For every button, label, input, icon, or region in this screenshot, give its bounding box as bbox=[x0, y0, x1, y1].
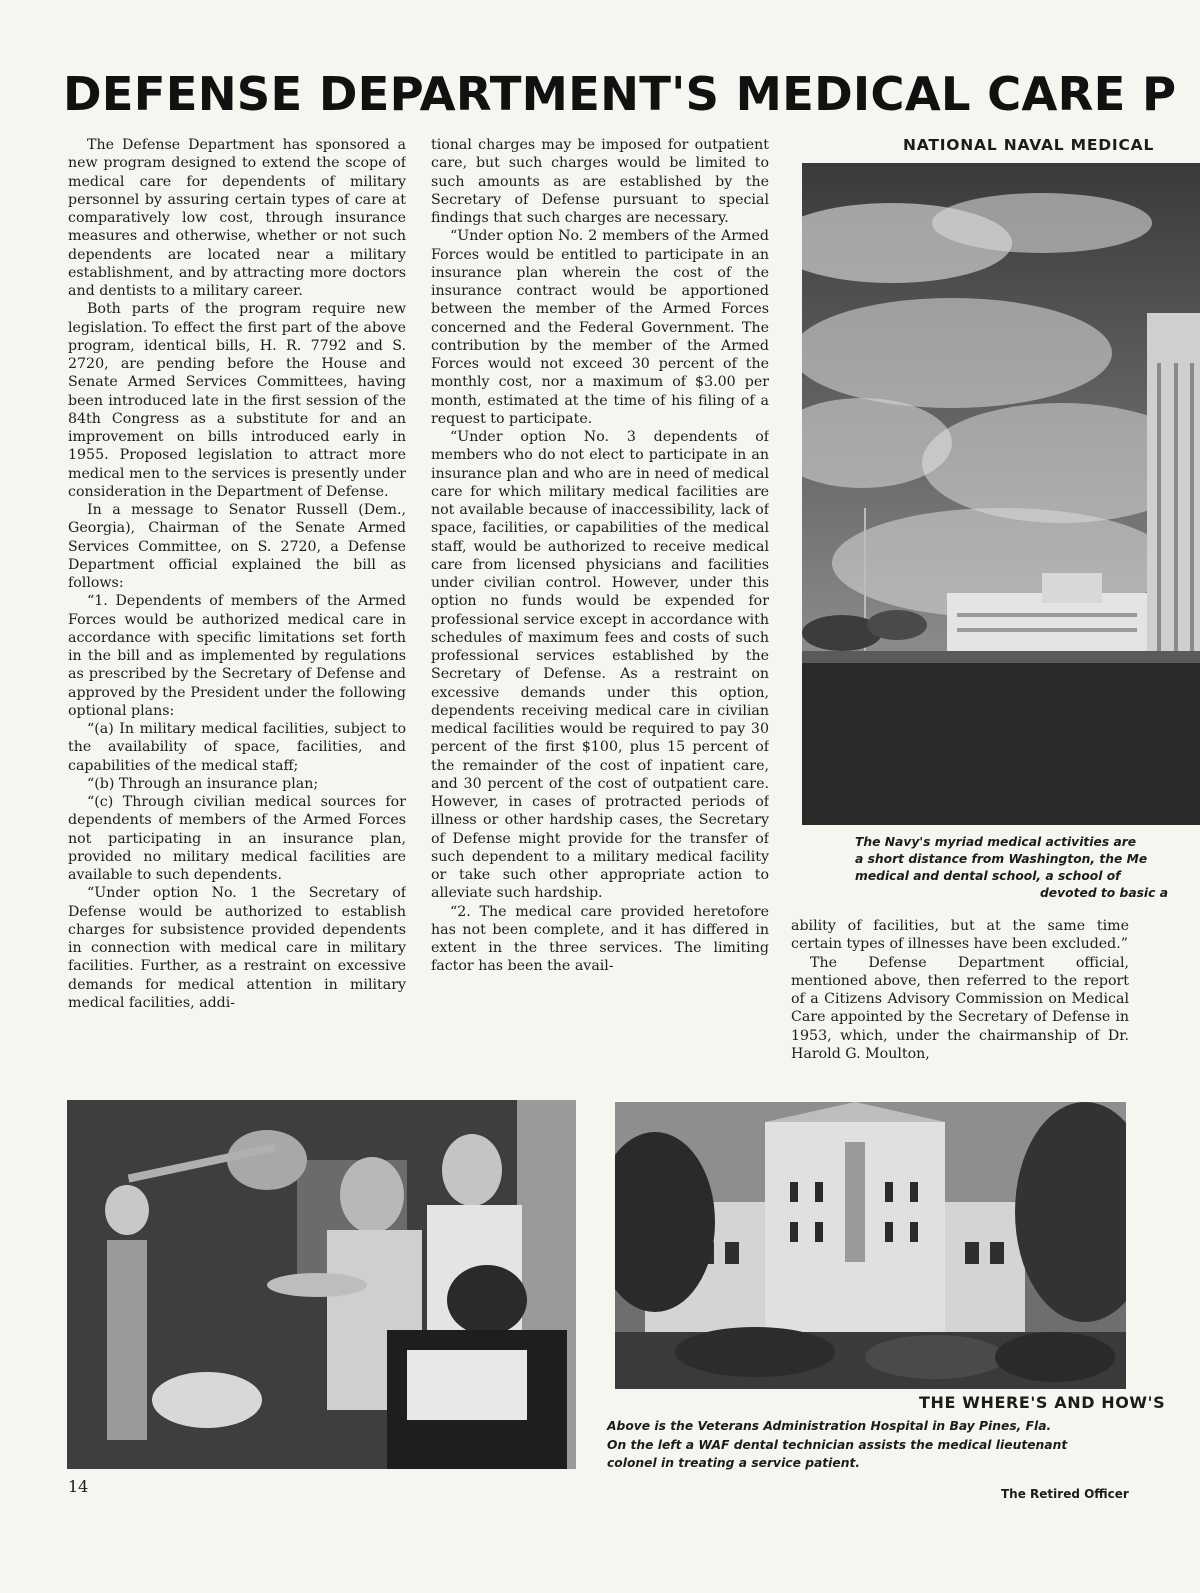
paragraph: “Under option No. 2 members of the Armed Forces would be entitled to participate in an insurance plan wherein the cost of the insurance contract would be apportioned between the member of the Armed Forces concerned and the Federal Government. The contribution by the member of the Armed Forces would not exceed 30 percent of the monthly cost, nor a maximum of $3.00 per month, estimated at the time of his filing of a request to participate. bbox=[431, 228, 769, 427]
page-number: 14 bbox=[68, 1477, 89, 1496]
photo-heading: NATIONAL NAVAL MEDICAL bbox=[903, 136, 1155, 154]
article-column-1 bbox=[68, 136, 406, 1086]
paragraph: In a message to Senator Russell (Dem., Georgia), Chairman of the Senate Armed Services Committee, on S. 2720, a Defense Department official explained the bill as follows: bbox=[68, 502, 406, 591]
paragraph: “2. The medical care provided heretofore has not been complete, and it has differed in extent in the three services. The limiting factor has been the avail- bbox=[431, 903, 769, 975]
section-title: THE WHERE'S AND HOW'S bbox=[919, 1393, 1166, 1412]
caption-line: devoted to basic a bbox=[1040, 886, 1169, 900]
dental-treatment-photo bbox=[67, 1100, 576, 1469]
naval-medical-center-photo bbox=[802, 163, 1200, 825]
caption-line: On the left a WAF dental technician assists the medical lieutenant bbox=[607, 1437, 1068, 1452]
paragraph: “1. Dependents of members of the Armed Forces would be authorized medical care in accordance with specific limitations set forth in the bill and as implemented by regulations as prescribed by the Secretary of Defense and approved by the President under the following optional plans: bbox=[68, 593, 406, 719]
paragraph: Both parts of the program require new legislation. To effect the first part of the above program, identical bills, H. R. 7792 and S. 2720, are pending before the House and Senate Armed Services Committees, having been introduced late in the first session of the 84th Congress as a substitute for and an improvement on bills introduced early in 1955. Proposed legislation to attract more medical men to the services is presently under consideration in the Department of Defense. bbox=[68, 301, 406, 500]
headline: DEFENSE DEPARTMENT'S MEDICAL CARE P bbox=[63, 67, 1177, 121]
paragraph: tional charges may be imposed for outpatient care, but such charges would be limited to such amounts as are established by the Secretary of Defense pursuant to special findings that such charges are necessary. bbox=[431, 137, 769, 226]
paragraph: The Defense Department has sponsored a new program designed to extend the scope of medical care for dependents of military personnel by assuring certain types of care at comparatively low cost, through insurance measures and otherwise, whether or not such dependents are located near a military establishment, and by attracting more doctors and dentists to a military career. bbox=[68, 137, 406, 299]
paragraph: “Under option No. 3 dependents of members who do not elect to participate in an insurance plan and who are in need of medical care for which military medical facilities are not available because of inaccessibility, lack of space, facilities, or capabilities of the medical staff, would be authorized to receive medical care from licensed physicians and facilities under civilian control. However, under this option no funds would be expended for professional service except in accordance with schedules of maximum fees and costs of such professional services established by the Secretary of Defense. As a restraint on excessive demands under this option, dependents receiving medical care in civilian medical facilities would be required to pay 30 percent of the first $100, plus 15 percent of the remainder of the cost of inpatient care, and 30 percent of the cost of outpatient care. However, in cases of protracted periods of illness or other hardship cases, the Secretary of Defense might provide for the transfer of such dependent to a military medical facility or take such other appropriate action to alleviate such hardship. bbox=[431, 429, 769, 902]
caption-line: a short distance from Washington, the Me bbox=[855, 852, 1148, 866]
caption-line: Above is the Veterans Administration Hospital in Bay Pines, Fla. bbox=[607, 1419, 1052, 1433]
paragraph: “(b) Through an insurance plan; bbox=[87, 775, 319, 792]
paragraph: The Defense Department official, mentioned above, then referred to the report of a Citizens Advisory Commission on Medical Care appointed by the Secretary of Defense in 1953, which, under the chairmanship of Dr. Harold G. Moulton, bbox=[791, 954, 1129, 1062]
paragraph: “Under option No. 1 the Secretary of Defense would be authorized to establish charges for subsistence provided dependents in connection with medical care in military facilities. Further, as a restraint on excessive demands for medical attention in military medical facilities, addi- bbox=[68, 885, 406, 1011]
veterans-hospital-photo bbox=[615, 1102, 1126, 1389]
caption-line: medical and dental school, a school of bbox=[855, 869, 1121, 883]
article-column-3 bbox=[791, 917, 1129, 1087]
caption-line: colonel in treating a service patient. bbox=[607, 1456, 861, 1470]
caption-line: The Navy's myriad medical activities are bbox=[855, 835, 1137, 849]
paragraph: “(c) Through civilian medical sources for dependents of members of the Armed Forces not participating in an insurance plan, provided no military medical facilities are available to such dependents. bbox=[68, 794, 406, 883]
paragraph: ability of facilities, but at the same time certain types of illnesses have been excluded.” bbox=[791, 918, 1129, 953]
article-column-2 bbox=[431, 136, 769, 1086]
publication-name: The Retired Officer bbox=[1001, 1487, 1129, 1501]
navy-caption bbox=[855, 834, 1200, 902]
paragraph: “(a) In military medical facilities, subject to the availability of space, facilities, and capabilities of the medical staff; bbox=[68, 721, 406, 774]
photo-caption bbox=[607, 1417, 1147, 1473]
